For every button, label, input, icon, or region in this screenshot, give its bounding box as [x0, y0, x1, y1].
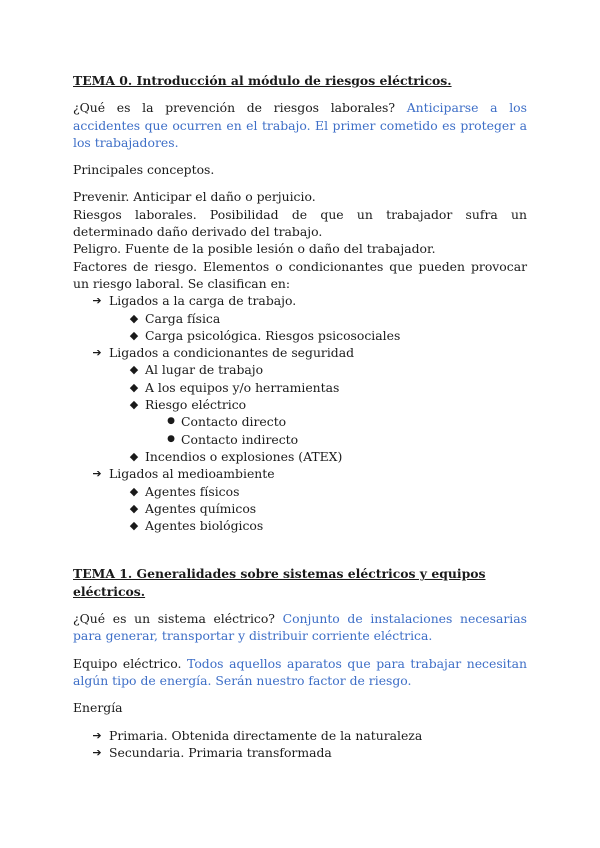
equipo-answer: Todos aquellos aparatos que para trabajar necesitan algún tipo de energía. Serán nuestro factor de riesgo. — [73, 655, 527, 688]
question-label: ¿Qué es la prevención de riesgos laborales? — [73, 100, 396, 116]
document-body — [73, 72, 527, 761]
list-item-text: Ligados al medioambiente — [109, 466, 275, 482]
list-item-text: Incendios o explosiones (ATEX) — [145, 448, 343, 464]
tema0-question — [73, 99, 527, 151]
list-item-text: Al lugar de trabajo — [145, 362, 264, 378]
arrow-bullet-icon: ➔ — [92, 346, 102, 360]
list-item — [73, 327, 527, 344]
def-factores-riesgo: Factores de riesgo. Elementos o condicionantes que pueden provocar un riesgo laboral. Se clasifican en: — [73, 258, 527, 291]
tema0-title: TEMA 0. Introducción al módulo de riesgos eléctricos. — [73, 73, 452, 88]
list-item — [73, 465, 527, 482]
list-item-text: Primaria. Obtenida directamente de la naturaleza — [109, 727, 423, 743]
def-riesgos-laborales: Riesgos laborales. Posibilidad de que un trabajador sufra un determinado daño derivado del trabajo. — [73, 206, 527, 240]
diamond-bullet-icon: ◆ — [129, 398, 139, 412]
diamond-bullet-icon: ◆ — [129, 484, 139, 498]
list-item — [73, 396, 527, 413]
equipo-label: Equipo eléctrico. — [73, 655, 182, 671]
def-prevenir: Prevenir. Anticipar el daño o perjuicio. — [73, 189, 316, 205]
list-item-text: Secundaria. Primaria transformada — [109, 744, 332, 760]
tema1-question — [73, 610, 527, 645]
principales-conceptos: Principales conceptos. — [73, 162, 215, 178]
dot-bullet-icon: ● — [167, 433, 175, 444]
list-item — [73, 744, 527, 761]
list-item — [73, 413, 527, 430]
energia-list — [73, 727, 527, 762]
diamond-bullet-icon: ◆ — [129, 519, 139, 533]
list-item-text: Carga física — [145, 310, 221, 326]
list-item — [73, 292, 527, 309]
list-item-text: Ligados a la carga de trabajo. — [109, 293, 297, 309]
list-item — [73, 448, 527, 465]
list-item-text: Contacto directo — [181, 414, 287, 430]
list-item — [73, 483, 527, 500]
list-item-text: Ligados a condicionantes de seguridad — [109, 345, 355, 361]
list-item — [73, 379, 527, 396]
diamond-bullet-icon: ◆ — [129, 311, 139, 325]
list-item — [73, 344, 527, 361]
list-item-text: Agentes físicos — [145, 483, 240, 499]
list-item — [73, 727, 527, 744]
list-item-text: Riesgo eléctrico — [145, 397, 247, 413]
question-answer: Conjunto de instalaciones necesarias para generar, transportar y distribuir corriente eléctrica. — [73, 611, 527, 644]
list-item-text: Carga psicológica. Riesgos psicosociales — [145, 327, 401, 343]
diamond-bullet-icon: ◆ — [129, 449, 139, 463]
arrow-bullet-icon: ➔ — [92, 745, 102, 759]
question-label: ¿Qué es un sistema eléctrico? — [73, 611, 275, 627]
diamond-bullet-icon: ◆ — [129, 363, 139, 377]
list-item-text: A los equipos y/o herramientas — [145, 379, 340, 395]
list-item-text: Contacto indirecto — [181, 431, 299, 447]
list-item — [73, 500, 527, 517]
list-item — [73, 517, 527, 534]
energia-label: Energía — [73, 700, 123, 716]
equipo-electrico — [73, 655, 527, 690]
list-item-text: Agentes biológicos — [145, 518, 264, 534]
tema1-title: TEMA 1. Generalidades sobre sistemas eléctricos y equipos eléctricos. — [73, 566, 486, 599]
list-item — [73, 431, 527, 448]
list-item — [73, 310, 527, 327]
diamond-bullet-icon: ◆ — [129, 328, 139, 342]
question-answer: Anticiparse a los accidentes que ocurren en el trabajo. El primer cometido es proteger a los trabajadores. — [73, 100, 527, 150]
diamond-bullet-icon: ◆ — [129, 501, 139, 515]
arrow-bullet-icon: ➔ — [92, 294, 102, 308]
diamond-bullet-icon: ◆ — [129, 380, 139, 394]
dot-bullet-icon: ● — [167, 416, 175, 427]
list-item — [73, 361, 527, 378]
arrow-bullet-icon: ➔ — [92, 467, 102, 481]
list-item-text: Agentes químicos — [145, 500, 257, 516]
arrow-bullet-icon: ➔ — [92, 728, 102, 742]
factores-list — [73, 292, 527, 534]
def-peligro: Peligro. Fuente de la posible lesión o daño del trabajador. — [73, 241, 436, 257]
